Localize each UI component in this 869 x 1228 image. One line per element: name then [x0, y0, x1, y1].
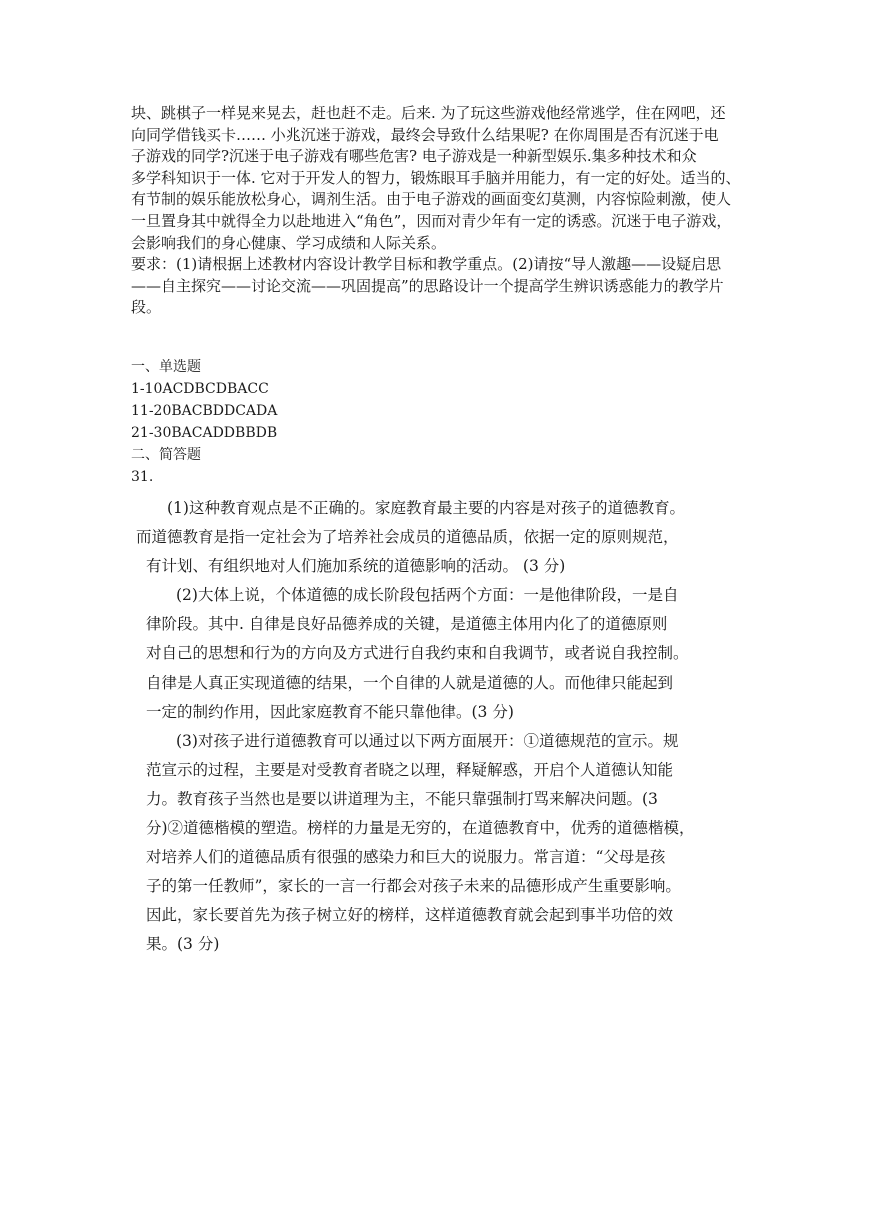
- passage-line: 会影响我们的身心健康、学习成绩和人际关系。: [131, 233, 447, 252]
- essay-line: 子的第一任教师”，家长的一言一行都会对孩子未来的品德形成产生重要影响。: [146, 877, 681, 896]
- essay-line: 范宣示的过程，主要是对受教育者晓之以理，释疑解惑，开启个人道德认知能: [146, 760, 674, 779]
- essay-line: (3)对孩子进行道德教育可以通过以下两方面展开：①道德规范的宣示。规: [176, 731, 679, 750]
- passage-line: 一旦置身其中就得全力以赴地进入“角色”，因而对青少年有一定的诱惑。沉迷于电子游戏，: [131, 211, 732, 230]
- answer-range-21-30: 21-30BACADDBBDB: [131, 425, 278, 441]
- requirement-line: ——自主探究——讨论交流——巩固提高”的思路设计一个提高学生辨识诱惑能力的教学片: [131, 276, 724, 295]
- passage-line: 子游戏的同学?沉迷于电子游戏有哪些危害? 电子游戏是一种新型娱乐.集多种技术和众: [131, 147, 697, 166]
- answer-range-11-20: 11-20BACBDDCADA: [131, 403, 278, 419]
- essay-answer: [0, 494, 869, 960]
- essay-line: 力。教育孩子当然也是要以讲道理为主，不能只靠强制打骂来解决问题。(3: [146, 789, 658, 808]
- essay-line: (1)这种教育观点是不正确的。家庭教育最主要的内容是对孩子的道德教育。: [167, 499, 685, 517]
- essay-line: 而道德教育是指一定社会为了培养社会成员的道德品质，依据一定的原则规范，: [136, 528, 679, 547]
- essay-line: 果。(3 分): [146, 935, 220, 954]
- answer-range-1-10: 1-10ACDBCDBACC: [131, 381, 269, 397]
- essay-line: 有计划、有组织地对人们施加系统的道德影响的活动。 (3 分): [146, 557, 566, 576]
- essay-line: 律阶段。其中. 自律是良好品德养成的关键，是道德主体用内化了的道德原则: [146, 615, 668, 634]
- passage-line: 多学科知识于一体. 它对于开发人的智力，锻炼眼耳手脑并用能力，有一定的好处。适当的、: [131, 168, 741, 187]
- requirement-line: 要求：(1)请根据上述教材内容设计教学目标和教学重点。(2)请按“导人激趣——设疑启思: [131, 255, 722, 274]
- section-title-short-answer: 二、简答题: [131, 447, 201, 463]
- question-passage: [131, 103, 751, 319]
- requirement-line: 段。: [131, 298, 162, 317]
- essay-line: (2)大体上说，个体道德的成长阶段包括两个方面：一是他律阶段，一是自: [176, 586, 679, 605]
- essay-line: 一定的制约作用，因此家庭教育不能只靠他律。(3 分): [146, 702, 514, 721]
- essay-line: 对自己的思想和行为的方向及方式进行自我约束和自我调节，或者说自我控制。: [146, 644, 689, 663]
- essay-line: 对培养人们的道德品质有很强的感染力和巨大的说服力。常言道：“父母是孩: [146, 848, 666, 867]
- passage-line: 块、跳棋子一样晃来晃去，赶也赶不走。后来. 为了玩这些游戏他经常逃学，住在网吧，还: [131, 104, 726, 122]
- essay-line: 自律是人真正实现道德的结果，一个自律的人就是道德的人。而他律只能起到: [146, 673, 674, 692]
- question-number: 31.: [131, 469, 154, 485]
- section-title-single-choice: 一、单选题: [131, 359, 201, 375]
- answer-key: [131, 356, 731, 488]
- essay-line: 因此，家长要首先为孩子树立好的榜样，这样道德教育就会起到事半功倍的效: [146, 906, 674, 925]
- passage-line: 有节制的娱乐能放松身心，调剂生活。由于电子游戏的画面变幻莫测，内容惊险刺激，使人: [131, 190, 732, 209]
- passage-line: 向同学借钱买卡…… 小兆沉迷于游戏，最终会导致什么结果呢? 在你周围是否有沉迷于电: [131, 125, 719, 144]
- essay-line: 分)②道德楷模的塑造。榜样的力量是无穷的，在道德教育中，优秀的道德楷模，: [146, 819, 695, 838]
